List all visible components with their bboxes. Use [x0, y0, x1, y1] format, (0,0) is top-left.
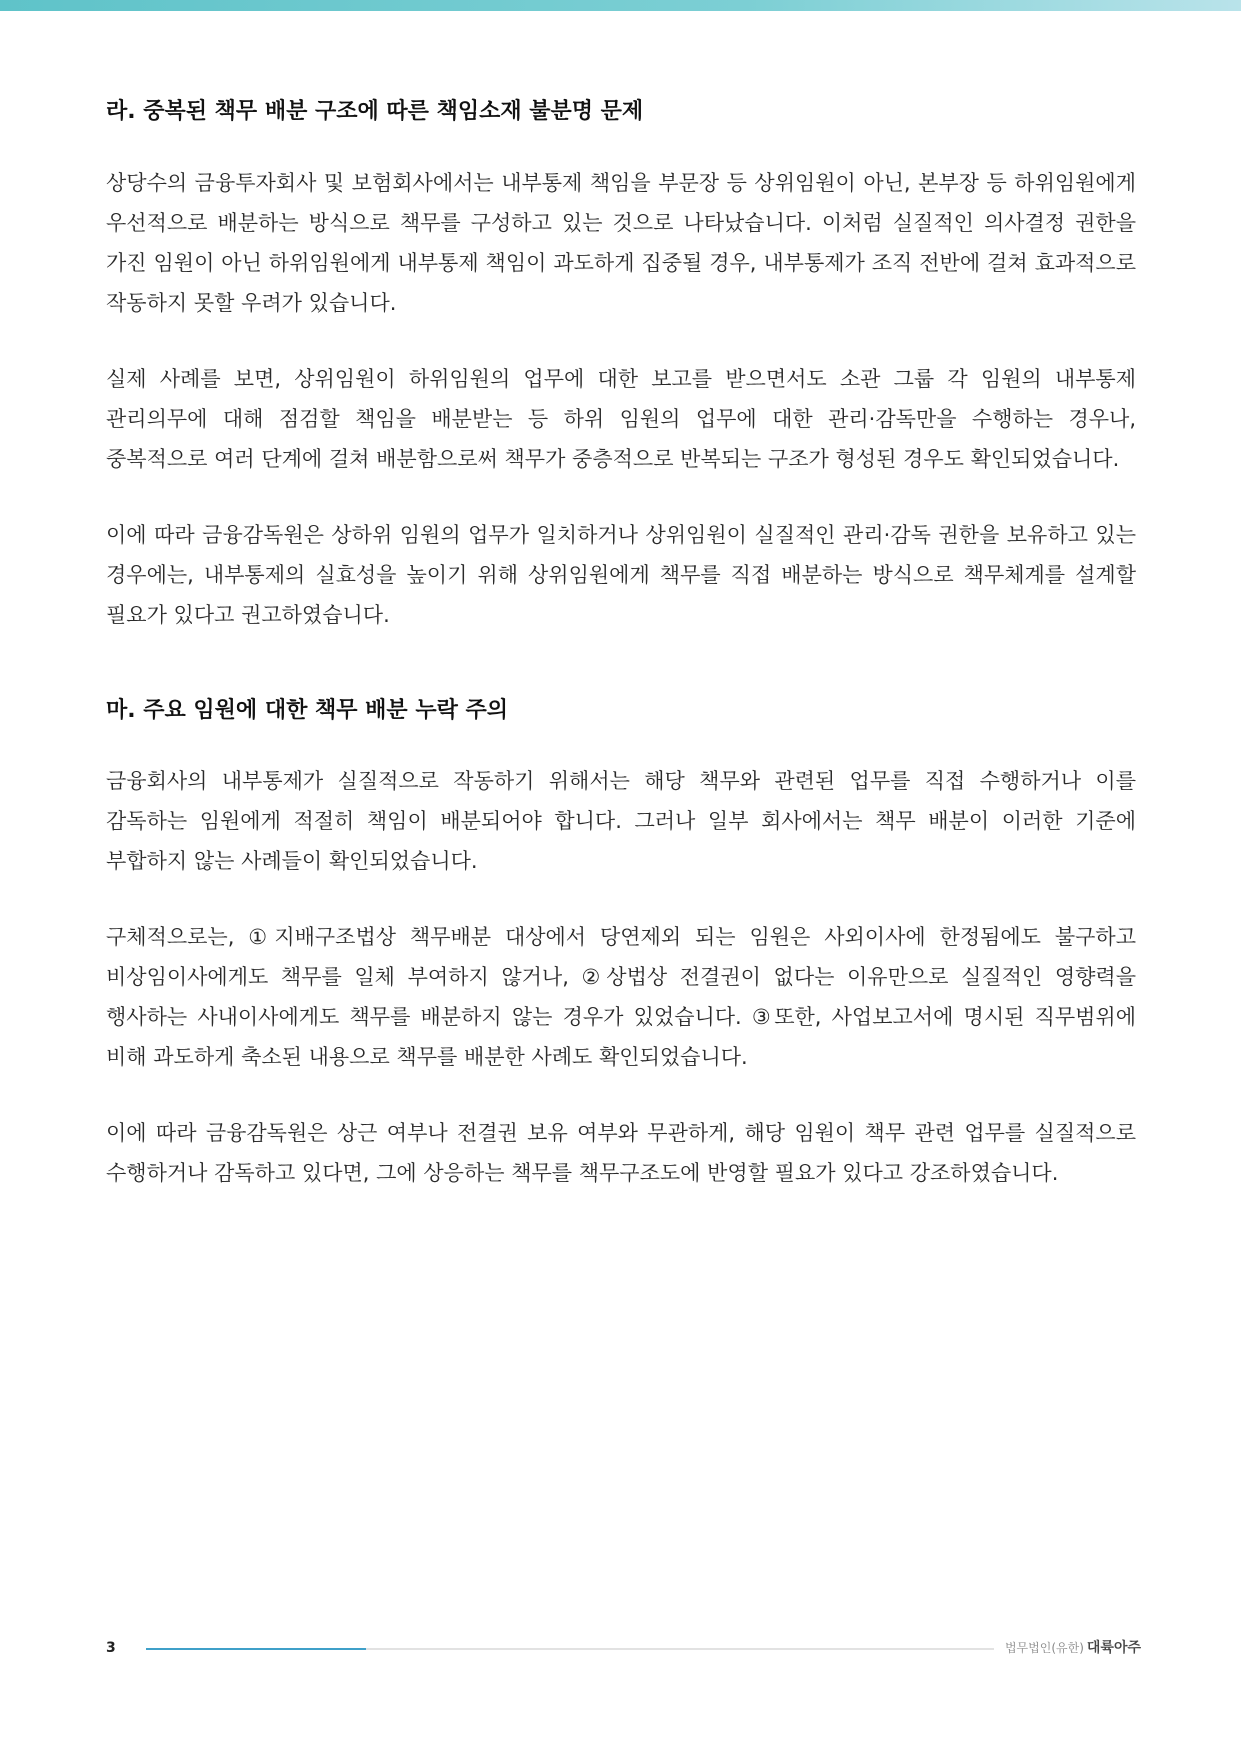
section-heading: 라. 중복된 책무 배분 구조에 따른 책임소재 불분명 문제 — [106, 99, 644, 124]
page-footer — [106, 1636, 1141, 1660]
section-ra — [106, 98, 1136, 635]
firm-prefix: 법무법인(유한) — [1004, 1641, 1084, 1655]
paragraph: 상당수의 금융투자회사 및 보험회사에서는 내부통제 책임을 부문장 등 상위임원이 아닌, 본부장 등 하위임원에게 우선적으로 배분하는 방식으로 책무를 구성하고 있는 것으로 나타났습니다. 이처럼 실질적인 의사결정 권한을 가진 임원이 아닌 하위임원에게 내부통제 책임이 과도하게 집중될 경우, 내부통제가 조직 전반에 걸쳐 효과적으로 작동하지 못할 우려가 있습니다. — [106, 170, 1136, 315]
paragraph: 이에 따라 금융감독원은 상하위 임원의 업무가 일치하거나 상위임원이 실질적인 관리·감독 권한을 보유하고 있는 경우에는, 내부통제의 실효성을 높이기 위해 상위임원에게 책무를 직접 배분하는 방식으로 책무체계를 설계할 필요가 있다고 권고하였습니다. — [106, 522, 1136, 627]
paragraph: 금융회사의 내부통제가 실질적으로 작동하기 위해서는 해당 책무와 관련된 업무를 직접 수행하거나 이를 감독하는 임원에게 적절히 책임이 배분되어야 합니다. 그러나 일부 회사에서는 책무 배분이 이러한 기준에 부합하지 않는 사례들이 확인되었습니다. — [106, 769, 1136, 874]
page-number: 3 — [106, 1640, 116, 1656]
paragraph: 실제 사례를 보면, 상위임원이 하위임원의 업무에 대한 보고를 받으면서도 소관 그룹 각 임원의 내부통제 관리의무에 대해 점검할 책임을 배분받는 등 하위 임원의 업무에 대한 관리·감독만을 수행하는 경우나, 중복적으로 여러 단계에 걸쳐 배분함으로써 책무가 중층적으로 반복되는 구조가 형성된 경우도 확인되었습니다. — [106, 366, 1136, 471]
firm-name: 대륙아주 — [1086, 1640, 1141, 1656]
section-heading: 마. 주요 임원에 대한 책무 배분 누락 주의 — [106, 697, 509, 723]
section-ma — [106, 697, 1136, 1194]
top-accent-bar — [0, 0, 1241, 11]
footer-divider — [146, 1648, 994, 1650]
paragraph: 이에 따라 금융감독원은 상근 여부나 전결권 보유 여부와 무관하게, 해당 임원이 책무 관련 업무를 실질적으로 수행하거나 감독하고 있다면, 그에 상응하는 책무를 책무구조도에 반영할 필요가 있다고 강조하였습니다. — [106, 1121, 1136, 1186]
document-body — [106, 98, 1136, 1229]
paragraph: 구체적으로는, ①지배구조법상 책무배분 대상에서 당연제외 되는 임원은 사외이사에 한정됨에도 불구하고 비상임이사에게도 책무를 일체 부여하지 않거나, ②상법상 전결권이 없다는 이유만으로 실질적인 영향력을 행사하는 사내이사에게도 책무를 배분하지 않는 경우가 있었습니다. ③또한, 사업보고서에 명시된 직무범위에 비해 과도하게 축소된 내용으로 책무를 배분한 사례도 확인되었습니다. — [106, 925, 1136, 1070]
firm-logo-text — [1005, 1636, 1141, 1660]
page-progress-bar — [146, 1648, 366, 1650]
